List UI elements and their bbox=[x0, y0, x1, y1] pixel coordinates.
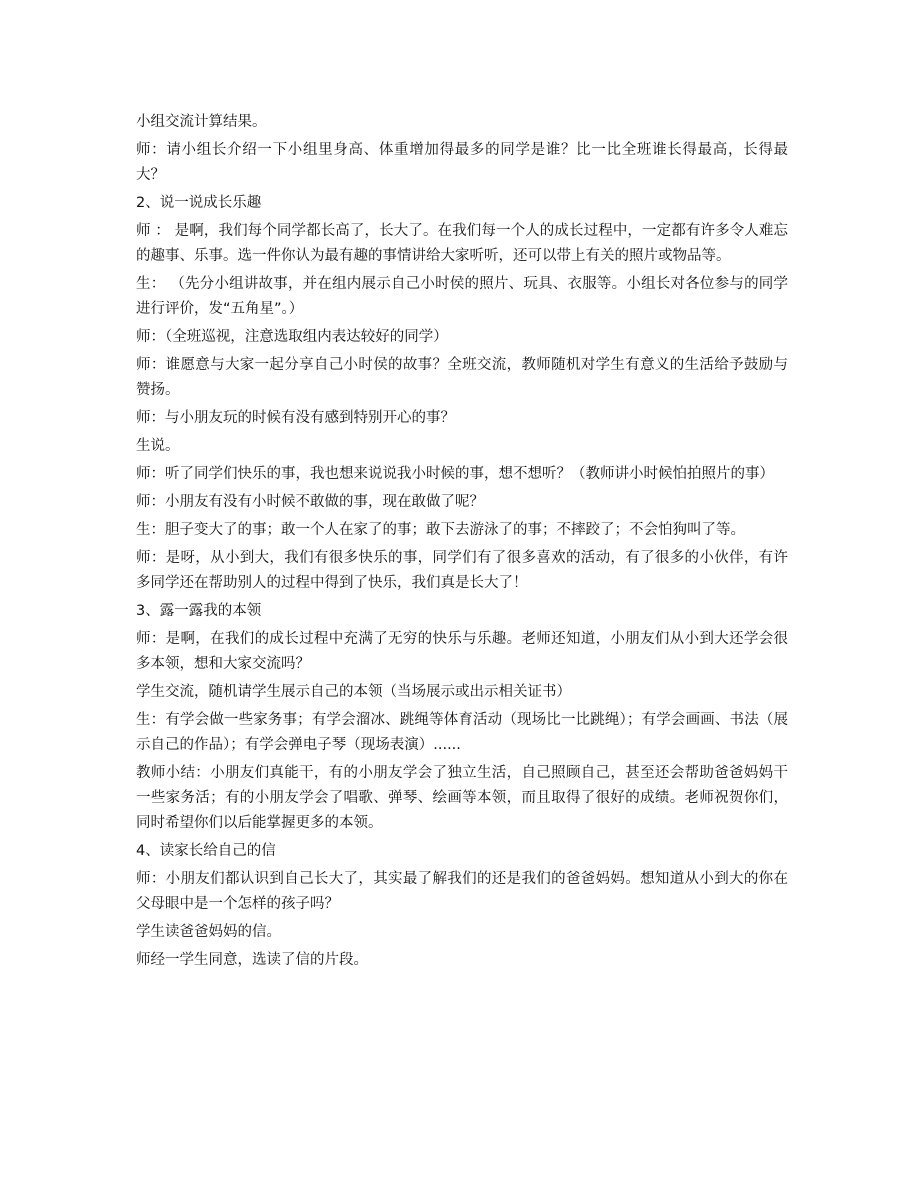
paragraph: 教师小结：小朋友们真能干，有的小朋友学会了独立生活，自己照顾自己，甚至还会帮助爸爸妈妈干一些家务活；有的小朋友学会了唱歌、弹琴、绘画等本领，而且取得了很好的成绩。老师祝贺你们，同时希望你们以后能掌握更多的本领。 bbox=[136, 765, 788, 831]
paragraph: 师：听了同学们快乐的事，我也想来说说我小时候的事，想不想听？（教师讲小时候怕拍照片的事） bbox=[136, 466, 774, 482]
paragraph: 师：是呀，从小到大，我们有很多快乐的事，同学们有了很多喜欢的活动，有了很多的小伙伴，有许多同学还在帮助别人的过程中得到了快乐，我们真是长大了！ bbox=[136, 550, 788, 591]
paragraph: 师：谁愿意与大家一起分享自己小时侯的故事？全班交流，教师随机对学生有意义的生活给予鼓励与赞扬。 bbox=[136, 357, 788, 398]
paragraph: 师：是啊，在我们的成长过程中充满了无穷的快乐与乐趣。老师还知道，小朋友们从小到大还学会很多本领，想和大家交流吗？ bbox=[136, 631, 788, 672]
paragraph: 师：小朋友有没有小时候不敢做的事，现在敢做了呢？ bbox=[136, 494, 484, 510]
paragraph: 师：小朋友们都认识到自己长大了，其实最了解我们的还是我们的爸爸妈妈。想知道从小到大的你在父母眼中是一个怎样的孩子吗？ bbox=[136, 871, 788, 912]
section-heading: 2、说一说成长乐趣 bbox=[136, 195, 262, 211]
paragraph: 师经一学生同意，选读了信的片段。 bbox=[136, 952, 368, 968]
document-body bbox=[136, 110, 788, 976]
paragraph: 师：请小组长介绍一下小组里身高、体重增加得最多的同学是谁？比一比全班谁长得最高，长得最大？ bbox=[136, 142, 788, 183]
paragraph: 生：胆子变大了的事；敢一个人在家了的事；敢下去游泳了的事；不摔跤了；不会怕狗叫了等。 bbox=[136, 522, 745, 538]
paragraph: 生： （先分小组讲故事，并在组内展示自己小时侯的照片、玩具、衣服等。小组长对各位参与的同学进行评价，发“五角星”。） bbox=[136, 276, 788, 317]
paragraph: 师：与小朋友玩的时候有没有感到特别开心的事？ bbox=[136, 410, 455, 426]
paragraph: 学生读爸爸妈妈的信。 bbox=[136, 924, 281, 940]
paragraph: 生：有学会做一些家务事；有学会溜冰、跳绳等体育活动（现场比一比跳绳）；有学会画画、书法（展示自己的作品）；有学会弹电子琴（现场表演）...... bbox=[136, 712, 788, 753]
section-heading: 3、露一露我的本领 bbox=[136, 603, 262, 619]
paragraph: 小组交流计算结果。 bbox=[136, 114, 267, 130]
paragraph: 师：（全班巡视，注意选取组内表达较好的同学） bbox=[136, 329, 448, 345]
section-heading: 4、读家长给自己的信 bbox=[136, 843, 276, 859]
paragraph: 生说。 bbox=[136, 438, 180, 454]
paragraph: 师 ： 是啊，我们每个同学都长高了，长大了。在我们每一个人的成长过程中，一定都有许多令人难忘的趣事、乐事。选一件你认为最有趣的事情讲给大家听听，还可以带上有关的照片或物品等。 bbox=[136, 223, 788, 264]
paragraph: 学生交流，随机请学生展示自己的本领（当场展示或出示相关证书） bbox=[136, 684, 571, 700]
